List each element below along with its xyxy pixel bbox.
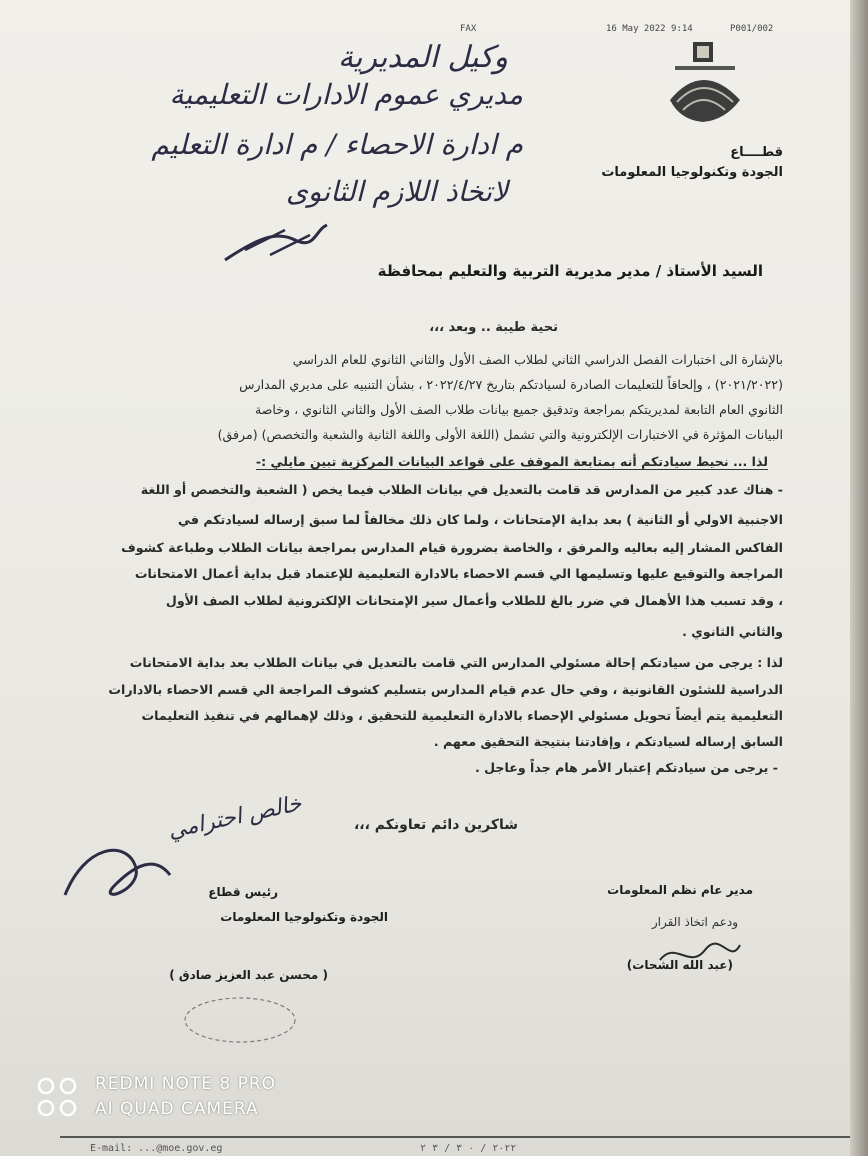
handwritten-note-line-3: م ادارة الاحصاء / م ادارة التعليم <box>151 128 523 161</box>
handwritten-regards: خالص احترامي <box>166 791 305 844</box>
handwritten-note-line-2: مديري عموم الادارات التعليمية <box>169 78 523 111</box>
paragraph-1-line-1: بالإشارة الى اختبارات الفصل الدراسي الثاني لطلاب الصف الأول والثاني الثانوي للعام الدراسي <box>292 352 783 367</box>
fax-page-number: P001/002 <box>730 24 774 34</box>
handwritten-note-line-4: لاتخاذ اللازم الثانوى <box>286 175 508 208</box>
bullet-1-line-4: المراجعة والتوقيع عليها وتسليمها الي قسم الاحصاء بالادارة التعليمية للإعتماد قبل بداية أعمال الامتحانات <box>134 566 783 581</box>
bullet-2: - يرجى من سيادتكم إعتبار الأمر هام جداً وعاجل . <box>475 760 778 775</box>
signer-left-name: ( محسن عبد العزيز صادق ) <box>169 968 328 982</box>
signer-right-title: مدير عام نظم المعلومات <box>607 883 753 897</box>
bullet-1-line-2: الاجنبية الاولي أو الثانية ) بعد بداية الإمتحانات ، ولما كان ذلك مخالفاً لما سبق إرساله لسيادتكم في <box>177 512 783 527</box>
handwritten-note-line-1: وكيل المديرية <box>338 40 508 75</box>
paragraph-1-line-4: البيانات المؤثرة في الاختبارات الإلكترونية والتي تشمل (اللغة الأولى واللغة الثانية والشعبة والتخصص) (مرفق) <box>217 427 783 442</box>
signature-left-scribble <box>55 835 175 915</box>
page-edge-shadow <box>850 0 868 1156</box>
paragraph-2-line-1: لذا : يرجى من سيادتكم إحالة مسئولي المدارس التي قامت بالتعديل في بيانات الطلاب بعد بداية الامتحانات <box>129 655 783 670</box>
bullet-1-line-3: الفاكس المشار إليه بعاليه والمرفق ، والخاصة بضرورة قيام المدارس بمراجعة بيانات الطلاب وطباعة كشوف <box>121 540 783 555</box>
paragraph-2-line-4: السابق إرساله لسيادتكم ، وإفادتنا بنتيجة التحقيق معهم . <box>433 734 783 749</box>
footer-divider <box>60 1136 850 1138</box>
ministry-emblem-logo <box>655 40 755 130</box>
paragraph-2-line-2: الدراسية للشئون القانونية ، وفي حال عدم قيام المدارس بتسليم كشوف المراجعة الي قسم الاحصاء بالادارات <box>108 682 783 697</box>
greeting: تحية طيبة .. وبعد ،،، <box>429 320 558 335</box>
bullet-1-line-1: - هناك عدد كبير من المدارس قد قامت بالتعديل في بيانات الطلاب فيما يخص ( الشعبة والتخصص أو اللغة <box>140 482 783 497</box>
paragraph-2-line-3: التعليمية يتم أيضاً تحويل مسئولي الإحصاء بالادارة التعليمية للتحقيق ، وذلك لإهمالهم في تنفيذ التعليمات <box>141 708 783 723</box>
camera-lens-icon <box>36 1075 80 1119</box>
addressee-line: السيد الأستاذ / مدير مديرية التربية والتعليم بمحافظة <box>377 262 763 280</box>
camera-watermark-model: REDMI NOTE 8 PRO <box>95 1074 277 1094</box>
paragraph-1-line-3: الثانوي العام التابعة لمديريتكم بمراجعة وتدقيق جميع بيانات طلاب الصف الأول والثاني الثانوي ، وخاصة <box>254 402 783 417</box>
signer-right-name: (عبد الله الشحات) <box>626 958 733 972</box>
paragraph-1-line-2: (٢٠٢١/٢٠٢٢) ، وإلحاقاً للتعليمات الصادرة لسيادتكم بتاريخ ٢٠٢٢/٤/٢٧ ، بشأن التنبيه على مديري المدارس <box>239 377 783 392</box>
notice-line: لذا ... نحيط سيادتكم أنه بمتابعة الموقف على قواعد البيانات المركزية تبين مايلي :- <box>255 454 768 469</box>
bullet-1-line-5: ، وقد تسبب هذا الأهمال في ضرر بالغ للطلاب وأعمال سير الإمتحانات الإلكترونية لطلاب الصف الأول <box>165 593 783 608</box>
bullet-1-line-6: والثاني الثانوي . <box>682 624 783 639</box>
signer-right-support-unit: ودعم اتخاذ القرار <box>651 915 738 929</box>
signer-left-department: الجودة وتكنولوجيا المعلومات <box>220 910 388 924</box>
fax-label: FAX <box>460 24 477 34</box>
signer-left-title: رئيس قطاع <box>208 885 278 899</box>
fax-timestamp: 16 May 2022 9:14 <box>606 24 693 34</box>
sector-label: قطــــاع <box>730 145 783 160</box>
handwritten-initials-scribble <box>215 210 335 270</box>
stamp-impression <box>180 990 300 1050</box>
sector-name: الجودة وتكنولوجيا المعلومات <box>601 165 783 180</box>
closing-line: شاكرين دائم تعاونكم ،،، <box>353 817 518 833</box>
camera-watermark-camera: AI QUAD CAMERA <box>95 1099 259 1119</box>
footer-reference: ٢٠٢٢ / ٠ ٣ / ٣ ٢ <box>420 1143 517 1154</box>
footer-email: E-mail: ...@moe.gov.eg <box>90 1143 223 1154</box>
